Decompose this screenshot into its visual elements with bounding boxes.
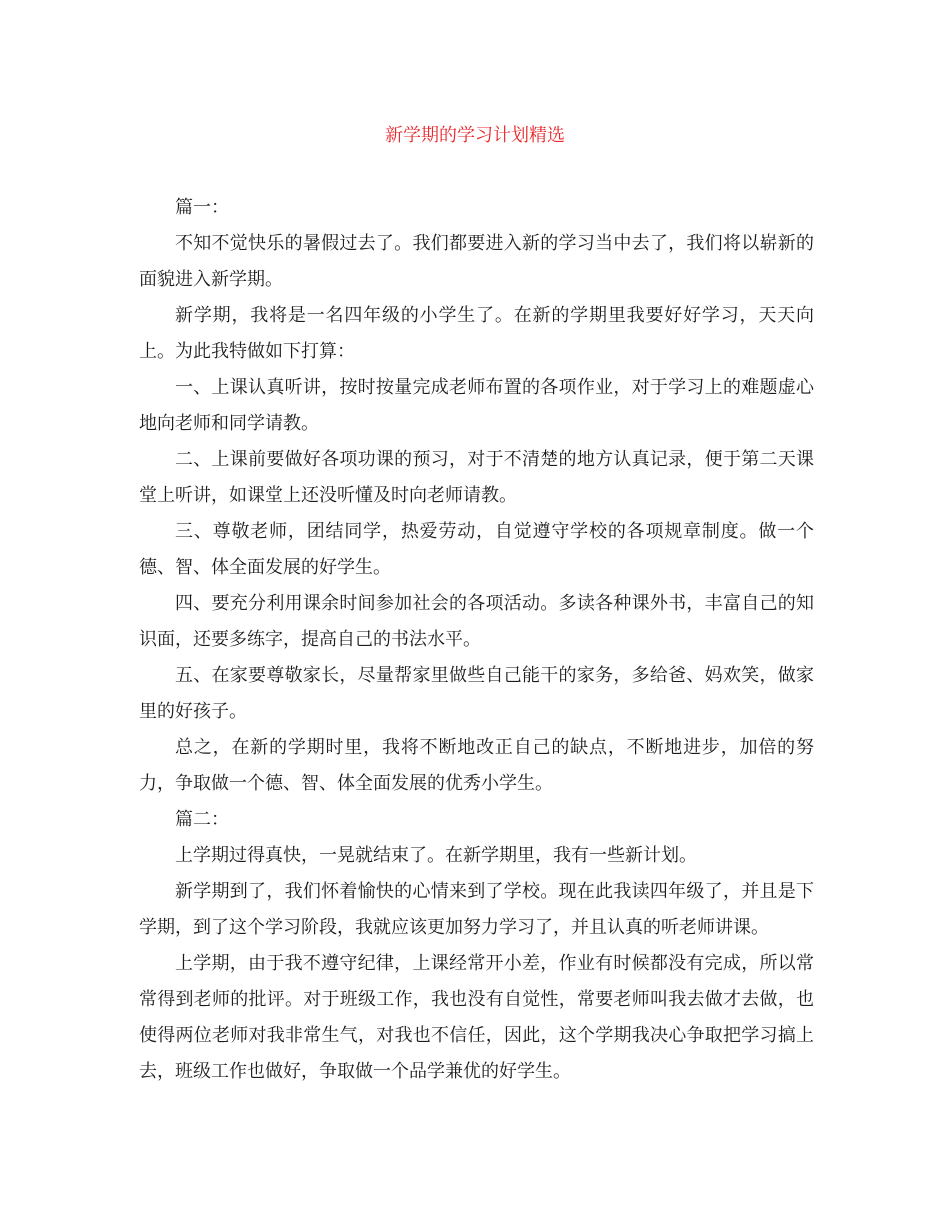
section-heading: 篇一： — [175, 197, 229, 218]
paragraph: 一、上课认真听讲，按时按量完成老师布置的各项作业，对于学习上的难题虚心地向老师和同学请教。 — [139, 377, 814, 434]
section-heading: 篇二： — [175, 809, 229, 830]
document-title: 新学期的学习计划精选 — [385, 125, 565, 146]
paragraph: 五、在家要尊敬家长，尽量帮家里做些自己能干的家务，多给爸、妈欢笑，做家里的好孩子。 — [139, 665, 814, 722]
paragraph: 三、尊敬老师，团结同学，热爱劳动，自觉遵守学校的各项规章制度。做一个德、智、体全面发展的好学生。 — [139, 521, 814, 578]
paragraph: 上学期过得真快，一晃就结束了。在新学期里，我有一些新计划。 — [175, 845, 697, 866]
paragraph: 总之，在新的学期时里，我将不断地改正自己的缺点，不断地进步，加倍的努力，争取做一个德、智、体全面发展的优秀小学生。 — [139, 737, 814, 794]
paragraph: 二、上课前要做好各项功课的预习，对于不清楚的地方认真记录，便于第二天课堂上听讲，如课堂上还没听懂及时向老师请教。 — [139, 449, 814, 506]
paragraph: 上学期，由于我不遵守纪律，上课经常开小差，作业有时候都没有完成，所以常常得到老师的批评。对于班级工作，我也没有自觉性，常要老师叫我去做才去做，也使得两位老师对我非常生气，对我也不信任，因此，这个学期我决心争取把学习搞上去，班级工作也做好，争取做一个品学兼优的好学生。 — [139, 953, 814, 1082]
paragraph: 四、要充分利用课余时间参加社会的各项活动。多读各种课外书，丰富自己的知识面，还要多练字，提高自己的书法水平。 — [139, 593, 814, 650]
paragraph: 新学期，我将是一名四年级的小学生了。在新的学期里我要好好学习，天天向上。为此我特做如下打算： — [139, 305, 814, 362]
paragraph: 不知不觉快乐的暑假过去了。我们都要进入新的学习当中去了，我们将以崭新的面貌进入新学期。 — [139, 233, 814, 290]
paragraph: 新学期到了，我们怀着愉快的心情来到了学校。现在此我读四年级了，并且是下学期，到了这个学习阶段，我就应该更加努力学习了，并且认真的听老师讲课。 — [139, 881, 814, 938]
document-body — [139, 190, 814, 1090]
